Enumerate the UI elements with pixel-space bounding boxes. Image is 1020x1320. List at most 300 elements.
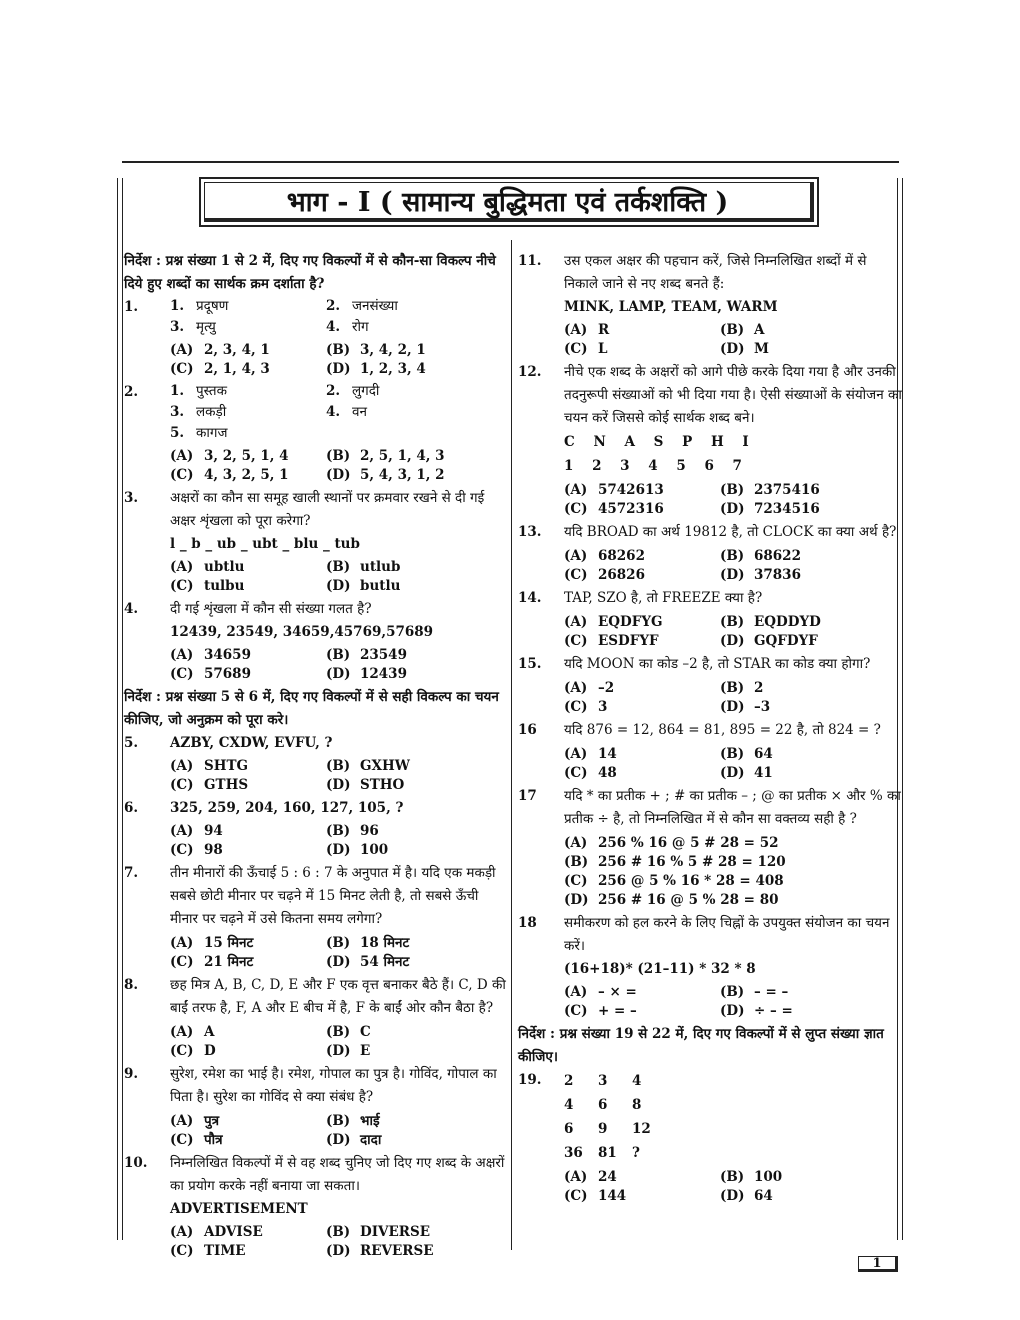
sub-item xyxy=(170,317,326,338)
matrix-cell: 8 xyxy=(632,1097,642,1113)
options xyxy=(170,757,508,795)
option-a xyxy=(170,1112,326,1131)
option-d xyxy=(720,566,902,585)
question-text: यदि * का प्रतीक + ; # का प्रतीक – ; @ का प्रतीक × और % का प्रतीक ÷ है, तो निम्नलिखित में से कौन सा वक्तव्य सही है ? xyxy=(564,788,901,827)
matrix-cell: 6 xyxy=(598,1097,608,1113)
sub-item-text: मृत्यु xyxy=(196,319,216,335)
matrix-cell: 3 xyxy=(598,1073,608,1089)
question xyxy=(124,862,508,974)
sub-item-text: रोग xyxy=(352,319,369,335)
option-label: (D) xyxy=(326,954,351,970)
option-text: STHO xyxy=(360,777,405,793)
matrix-cell: 4 xyxy=(564,1097,574,1113)
directive-text: निर्देश : प्रश्न संख्या 5 से 6 में, दिए गए विकल्पों में से सही विकल्प का चयन कीजिए, जो अनुक्रम को पूरा करे। xyxy=(124,689,499,728)
question-text: समीकरण को हल करने के लिए चिह्नों के उपयुक्त संयोजन का चयन करें। xyxy=(564,915,890,954)
question-number: 16 xyxy=(518,722,537,738)
option-text: 41 xyxy=(754,765,773,781)
option-label: (D) xyxy=(720,341,745,357)
question-sequence: 325, 259, 204, 160, 127, 105, ? xyxy=(170,800,404,816)
sub-item-number: 4. xyxy=(326,404,341,420)
sub-item-number: 1. xyxy=(170,298,185,314)
option-text: ÷ – = xyxy=(754,1003,793,1019)
question-number: 11. xyxy=(518,253,542,269)
question-body xyxy=(170,1063,508,1152)
option-text: M xyxy=(754,341,769,357)
option-label: (A) xyxy=(170,647,194,663)
question-number: 6. xyxy=(124,800,139,816)
options xyxy=(564,745,902,783)
option-b xyxy=(720,321,902,340)
sub-item-number: 5. xyxy=(170,425,185,441)
option-text: butlu xyxy=(360,578,401,594)
option-d xyxy=(720,340,902,359)
top-rule xyxy=(122,161,899,163)
option-label: (C) xyxy=(564,765,588,781)
question-body xyxy=(170,296,508,381)
question-number: 3. xyxy=(124,490,139,506)
option-text: + = – xyxy=(598,1003,637,1019)
option-b xyxy=(720,1168,902,1187)
left-border-outer xyxy=(117,178,118,1240)
option-c xyxy=(564,340,720,359)
option-label: (C) xyxy=(170,842,194,858)
option-c xyxy=(564,872,902,891)
options xyxy=(564,1168,902,1206)
option-text: –2 xyxy=(598,680,615,696)
options xyxy=(170,934,508,972)
question xyxy=(518,785,902,912)
option-text: E xyxy=(360,1043,371,1059)
option-label: (C) xyxy=(170,467,194,483)
option-text: 54 मिनट xyxy=(360,954,410,970)
option-label: (B) xyxy=(326,758,351,774)
left-column xyxy=(124,250,508,1263)
option-label: (C) xyxy=(564,1003,588,1019)
question-text: अक्षरों का कौन सा समूह खाली स्थानों पर क्रमवार रखने से दी गई अक्षर शृंखला को पूरा करेगा? xyxy=(170,490,485,529)
sub-item xyxy=(326,402,508,423)
option-b xyxy=(326,1112,508,1131)
question-body xyxy=(170,487,508,598)
option-label: (D) xyxy=(326,467,351,483)
question xyxy=(518,1069,902,1208)
option-text: C xyxy=(360,1024,371,1040)
option-label: (D) xyxy=(720,501,745,517)
option-label: (C) xyxy=(564,699,588,715)
question-sequence: AZBY, CXDW, EVFU, ? xyxy=(170,735,333,751)
option-text: EQDFYG xyxy=(598,614,663,630)
question-body xyxy=(564,587,902,653)
option-label: (C) xyxy=(564,633,588,649)
option-text: 256 % 16 @ 5 # 28 = 52 xyxy=(598,835,779,851)
option-label: (D) xyxy=(720,699,745,715)
option-text: 98 xyxy=(204,842,223,858)
question-body xyxy=(564,719,902,785)
option-text: 64 xyxy=(754,1188,773,1204)
options xyxy=(564,547,902,585)
option-a xyxy=(170,822,326,841)
option-text: 57689 xyxy=(204,666,251,682)
matrix-cell: ? xyxy=(632,1145,640,1161)
option-label: (A) xyxy=(170,559,194,575)
option-text: GXHW xyxy=(360,758,410,774)
option-label: (A) xyxy=(564,746,588,762)
question xyxy=(124,296,508,381)
option-b xyxy=(326,341,508,360)
option-label: (C) xyxy=(170,777,194,793)
option-label: (B) xyxy=(326,342,351,358)
option-text: दादा xyxy=(360,1132,382,1148)
option-label: (B) xyxy=(326,1024,351,1040)
option-label: (A) xyxy=(564,1169,588,1185)
option-label: (A) xyxy=(170,342,194,358)
sub-item-text: पुस्तक xyxy=(196,383,227,399)
option-a xyxy=(170,1223,326,1242)
sub-item xyxy=(170,423,326,444)
question-text: सुरेश, रमेश का भाई है। रमेश, गोपाल का पुत्र है। गोविंद, गोपाल का पिता है। सुरेश का गोविंद से क्या संबंध है? xyxy=(170,1066,497,1105)
option-d xyxy=(720,632,902,651)
option-c xyxy=(564,500,720,519)
option-b xyxy=(720,679,902,698)
option-c xyxy=(564,1002,720,1021)
question-body xyxy=(564,361,902,521)
question-number: 7. xyxy=(124,865,139,881)
option-text: 37836 xyxy=(754,567,801,583)
option-text: 4, 3, 2, 5, 1 xyxy=(204,467,289,483)
option-label: (A) xyxy=(170,1024,194,1040)
option-text: पुत्र xyxy=(204,1113,220,1129)
option-text: 3 xyxy=(598,699,608,715)
question xyxy=(124,487,508,598)
option-label: (D) xyxy=(326,777,351,793)
question xyxy=(124,1152,508,1263)
question xyxy=(124,598,508,686)
option-b xyxy=(326,934,508,953)
option-d xyxy=(720,764,902,783)
option-a xyxy=(564,834,902,853)
question xyxy=(518,250,902,361)
sub-item xyxy=(326,296,508,317)
option-a xyxy=(564,1168,720,1187)
sub-item-text: कागज xyxy=(196,425,228,441)
question-text: यदि 876 = 12, 864 = 81, 895 = 22 है, तो 824 = ? xyxy=(564,722,881,738)
question-text: निम्नलिखित विकल्पों में से वह शब्द चुनिए जो दिए गए शब्द के अक्षरों का प्रयोग करके नहीं बनाया जा सकता। xyxy=(170,1155,505,1194)
option-label: (A) xyxy=(564,680,588,696)
question-number: 13. xyxy=(518,524,542,540)
option-text: –3 xyxy=(754,699,771,715)
option-c xyxy=(170,360,326,379)
option-d xyxy=(720,1002,902,1021)
option-text: ADVISE xyxy=(204,1224,263,1240)
option-label: (A) xyxy=(564,548,588,564)
option-b xyxy=(564,853,902,872)
option-label: (B) xyxy=(720,746,745,762)
option-a xyxy=(564,679,720,698)
question-number: 15. xyxy=(518,656,542,672)
right-border-outer xyxy=(902,178,903,1240)
option-text: 48 xyxy=(598,765,617,781)
question-number: 1. xyxy=(124,299,139,315)
question xyxy=(124,732,508,797)
option-label: (C) xyxy=(170,954,194,970)
option-label: (B) xyxy=(720,680,745,696)
sub-item-text: प्रदूषण xyxy=(196,298,229,314)
question-data: 12439, 23549, 34659,45769,57689 xyxy=(170,624,434,640)
option-text: 2, 3, 4, 1 xyxy=(204,342,270,358)
matrix-cell: 81 xyxy=(598,1145,617,1161)
option-label: (C) xyxy=(564,501,588,517)
option-b xyxy=(720,547,902,566)
option-label: (D) xyxy=(326,842,351,858)
option-text: utlub xyxy=(360,559,401,575)
question-number: 12. xyxy=(518,364,542,380)
question-body xyxy=(170,732,508,797)
option-b xyxy=(326,757,508,776)
option-text: A xyxy=(204,1024,215,1040)
question-data: (16+18)* (21–11) * 32 * 8 xyxy=(564,961,756,977)
option-text: 96 xyxy=(360,823,379,839)
option-label: (D) xyxy=(720,1188,745,1204)
option-text: A xyxy=(754,322,765,338)
option-label: (A) xyxy=(564,482,588,498)
question-body xyxy=(170,797,508,862)
option-label: (A) xyxy=(564,322,588,338)
option-label: (B) xyxy=(326,1113,351,1129)
option-text: 256 # 16 % 5 # 28 = 120 xyxy=(598,854,786,870)
option-label: (C) xyxy=(170,1132,194,1148)
option-text: 68622 xyxy=(754,548,801,564)
option-text: 2375416 xyxy=(754,482,820,498)
sub-item xyxy=(170,381,326,402)
option-label: (C) xyxy=(170,1043,194,1059)
option-d xyxy=(720,698,902,717)
option-c xyxy=(564,1187,720,1206)
option-b xyxy=(720,613,902,632)
option-a xyxy=(564,613,720,632)
question xyxy=(518,361,902,521)
option-text: भाई xyxy=(360,1113,380,1129)
option-text: 23549 xyxy=(360,647,407,663)
option-b xyxy=(326,447,508,466)
option-a xyxy=(170,341,326,360)
number-matrix xyxy=(564,1069,902,1165)
matrix-cell: 4 xyxy=(632,1073,642,1089)
option-text: 7234516 xyxy=(754,501,820,517)
option-label: (A) xyxy=(170,1224,194,1240)
option-a xyxy=(170,934,326,953)
option-text: 2, 1, 4, 3 xyxy=(204,361,270,377)
option-a xyxy=(170,646,326,665)
sub-item xyxy=(326,317,508,338)
option-label: (A) xyxy=(170,935,194,951)
option-label: (D) xyxy=(326,1043,351,1059)
question-data: ADVERTISEMENT xyxy=(170,1201,308,1217)
option-d xyxy=(326,1131,508,1150)
question-number: 17 xyxy=(518,788,537,804)
option-a xyxy=(564,547,720,566)
option-label: (C) xyxy=(564,567,588,583)
option-text: – = – xyxy=(754,984,789,1000)
option-label: (B) xyxy=(720,614,745,630)
option-c xyxy=(170,1242,326,1261)
option-text: REVERSE xyxy=(360,1243,434,1259)
option-text: 4572316 xyxy=(598,501,664,517)
option-label: (B) xyxy=(720,322,745,338)
question xyxy=(518,521,902,587)
matrix-cell: 9 xyxy=(598,1121,608,1137)
option-text: 3, 4, 2, 1 xyxy=(360,342,426,358)
directive-text: निर्देश : प्रश्न संख्या 1 से 2 में, दिए गए विकल्पों में से कौन-सा विकल्प नीचे दिये हुए शब्दों का सार्थक क्रम दर्शाता है? xyxy=(124,253,496,292)
option-label: (A) xyxy=(170,823,194,839)
option-text: 100 xyxy=(360,842,389,858)
section-title: भाग - I ( सामान्य बुद्धिमता एवं तर्कशक्ति ) xyxy=(204,182,814,222)
matrix-cell: 36 xyxy=(564,1145,583,1161)
sub-item-number: 2. xyxy=(326,298,341,314)
question-number: 14. xyxy=(518,590,542,606)
question xyxy=(124,1063,508,1152)
option-label: (B) xyxy=(564,854,589,870)
option-label: (A) xyxy=(170,448,194,464)
option-c xyxy=(564,632,720,651)
options xyxy=(170,1023,508,1061)
page-number: 1 xyxy=(858,1256,898,1272)
option-text: 14 xyxy=(598,746,617,762)
option-text: 2, 5, 1, 4, 3 xyxy=(360,448,445,464)
option-label: (D) xyxy=(326,666,351,682)
question-body xyxy=(170,974,508,1063)
option-text: GTHS xyxy=(204,777,249,793)
question-number: 4. xyxy=(124,601,139,617)
options xyxy=(564,679,902,717)
sub-item-text: लकड़ी xyxy=(196,404,227,420)
question xyxy=(124,974,508,1063)
option-c xyxy=(170,665,326,684)
question-number: 8. xyxy=(124,977,139,993)
option-text: पौत्र xyxy=(204,1132,223,1148)
option-label: (A) xyxy=(564,614,588,630)
option-label: (B) xyxy=(326,823,351,839)
option-text: 26826 xyxy=(598,567,645,583)
option-d xyxy=(326,776,508,795)
option-c xyxy=(170,953,326,972)
option-label: (B) xyxy=(326,935,351,951)
sub-item-number: 3. xyxy=(170,404,185,420)
question xyxy=(124,381,508,487)
option-text: 21 मिनट xyxy=(204,954,254,970)
option-label: (C) xyxy=(170,666,194,682)
option-d xyxy=(720,1187,902,1206)
option-a xyxy=(564,983,720,1002)
option-text: DIVERSE xyxy=(360,1224,431,1240)
option-label: (D) xyxy=(720,633,745,649)
option-d xyxy=(326,953,508,972)
option-d xyxy=(326,577,508,596)
option-c xyxy=(170,466,326,485)
option-text: 24 xyxy=(598,1169,617,1185)
option-d xyxy=(326,1242,508,1261)
option-text: 5, 4, 3, 1, 2 xyxy=(360,467,445,483)
option-d xyxy=(564,891,902,910)
option-label: (B) xyxy=(720,548,745,564)
question-body xyxy=(564,653,902,719)
options xyxy=(170,822,508,860)
option-text: 256 # 16 @ 5 % 28 = 80 xyxy=(598,892,779,908)
option-text: SHTG xyxy=(204,758,249,774)
question-body xyxy=(564,785,902,912)
option-b xyxy=(326,1223,508,1242)
option-label: (D) xyxy=(326,361,351,377)
option-a xyxy=(170,558,326,577)
option-c xyxy=(170,776,326,795)
sub-item-number: 1. xyxy=(170,383,185,399)
option-text: 15 मिनट xyxy=(204,935,254,951)
option-label: (B) xyxy=(326,559,351,575)
sub-item-number: 4. xyxy=(326,319,341,335)
option-text: tulbu xyxy=(204,578,245,594)
option-a xyxy=(564,321,720,340)
question-number: 5. xyxy=(124,735,139,751)
question-number: 2. xyxy=(124,384,139,400)
option-text: 5742613 xyxy=(598,482,664,498)
matrix-cell: 12 xyxy=(632,1121,651,1137)
option-label: (C) xyxy=(170,1243,194,1259)
right-column xyxy=(518,250,902,1208)
question-text: यदि BROAD का अर्थ 19812 है, तो CLOCK का क्या अर्थ है? xyxy=(564,524,897,540)
question xyxy=(124,797,508,862)
sub-item xyxy=(326,381,508,402)
question-body xyxy=(564,250,902,361)
sub-items xyxy=(170,381,508,444)
option-text: R xyxy=(598,322,610,338)
options xyxy=(564,834,902,910)
option-label: (C) xyxy=(170,361,194,377)
letter-code-row: 1 2 3 4 5 6 7 xyxy=(564,458,743,474)
option-d xyxy=(326,1042,508,1061)
sub-items xyxy=(170,296,508,338)
question-body xyxy=(170,598,508,686)
matrix-cell: 6 xyxy=(564,1121,574,1137)
option-text: 256 @ 5 % 16 * 28 = 408 xyxy=(598,873,784,889)
option-text: 1, 2, 3, 4 xyxy=(360,361,426,377)
option-label: (A) xyxy=(564,835,588,851)
option-c xyxy=(170,841,326,860)
options xyxy=(564,481,902,519)
option-text: 64 xyxy=(754,746,773,762)
option-c xyxy=(170,577,326,596)
options xyxy=(564,983,902,1021)
option-label: (B) xyxy=(326,647,351,663)
option-c xyxy=(170,1042,326,1061)
option-text: L xyxy=(598,341,608,357)
option-a xyxy=(564,745,720,764)
question-text: दी गई शृंखला में कौन सी संख्या गलत है? xyxy=(170,601,372,617)
option-text: GQFDYF xyxy=(754,633,818,649)
option-text: – × = xyxy=(598,984,637,1000)
section-title-box xyxy=(199,177,819,227)
option-text: 144 xyxy=(598,1188,627,1204)
option-b xyxy=(720,983,902,1002)
option-a xyxy=(170,757,326,776)
matrix-cell: 2 xyxy=(564,1073,574,1089)
option-text: ESDFYF xyxy=(598,633,659,649)
sub-item xyxy=(170,402,326,423)
option-b xyxy=(326,646,508,665)
option-d xyxy=(720,500,902,519)
sub-item-number: 2. xyxy=(326,383,341,399)
options xyxy=(170,558,508,596)
option-b xyxy=(326,558,508,577)
directive-text: निर्देश : प्रश्न संख्या 19 से 22 में, दिए गए विकल्पों में से लुप्त संख्या ज्ञात कीजिए। xyxy=(518,1026,884,1065)
question-data: MINK, LAMP, TEAM, WARM xyxy=(564,299,778,315)
